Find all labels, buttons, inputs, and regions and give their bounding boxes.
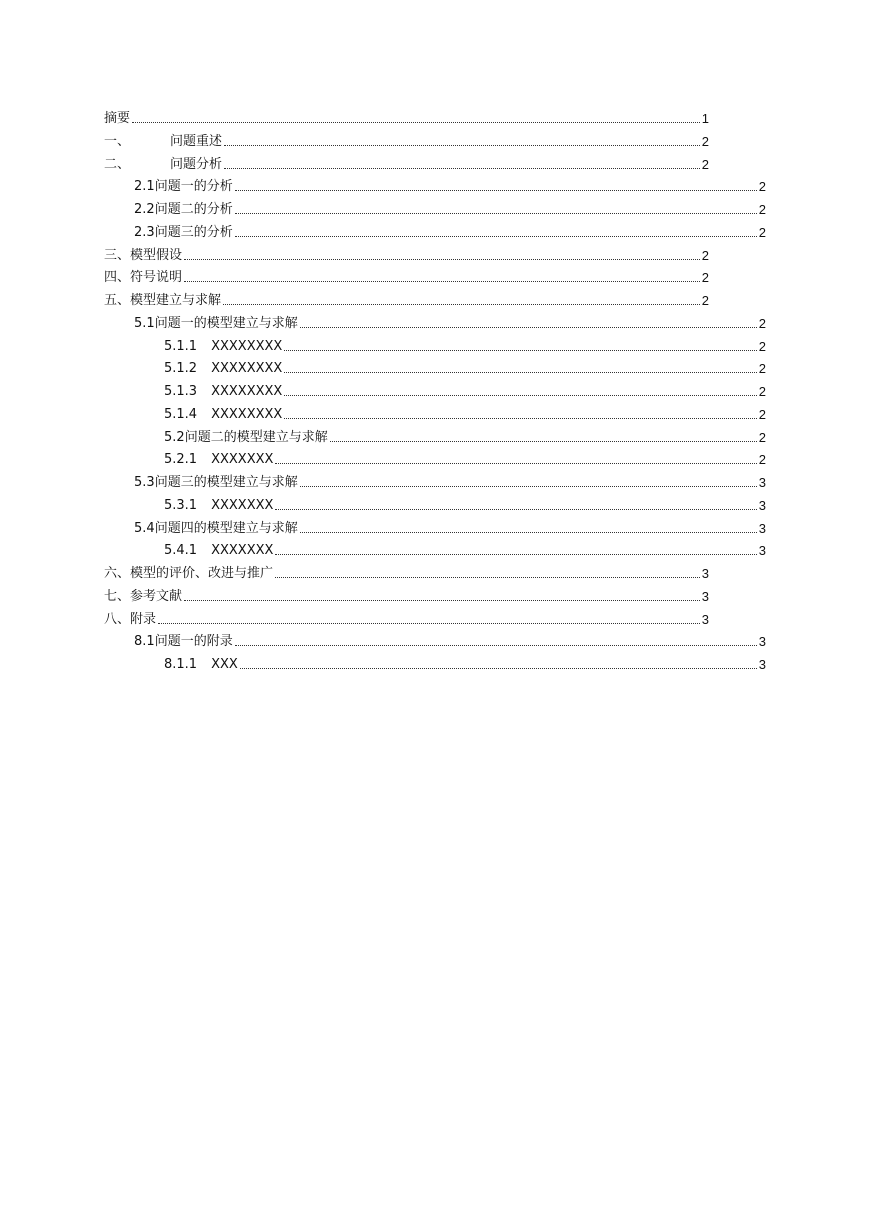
toc-entry[interactable] (164, 492, 766, 514)
toc-entry[interactable] (104, 560, 709, 582)
dot-leader (223, 303, 700, 305)
toc-entry-page-number: 2 (758, 202, 766, 217)
dot-leader (235, 644, 757, 646)
toc-entry[interactable] (134, 469, 766, 491)
toc-entry-number: 5.1 (134, 315, 155, 331)
dot-leader (275, 553, 756, 555)
toc-entry[interactable] (164, 401, 766, 423)
toc-entry[interactable] (164, 355, 766, 377)
toc-entry-number: 8.1 (134, 634, 155, 650)
toc-entry-page-number: 2 (758, 179, 766, 195)
toc-entry-title: XXXXXXX (211, 452, 274, 468)
toc-entry-title: XXX (211, 657, 238, 672)
toc-entry-title: 参考文献 (130, 588, 183, 604)
toc-entry[interactable] (164, 651, 766, 673)
toc-entry-number: 八、 (104, 611, 131, 627)
toc-entry[interactable] (134, 310, 766, 332)
dot-leader (235, 212, 757, 214)
toc-entry[interactable] (164, 424, 766, 446)
toc-entry-number: 5.2 (164, 429, 185, 445)
dot-leader (158, 622, 700, 624)
toc-entry-title: 问题三的模型建立与求解 (154, 475, 298, 490)
toc-entry-page-number: 3 (758, 520, 766, 536)
toc-entry-title: 问题一的模型建立与求解 (154, 315, 298, 331)
dot-leader (275, 576, 700, 578)
toc-entry-page-number: 2 (701, 133, 709, 149)
toc-entry-number: 5.2.1 (164, 452, 198, 468)
toc-entry-title: 模型的评价、改进与推广 (130, 566, 274, 581)
toc-entry-page-number: 2 (701, 247, 709, 263)
toc-entry-page-number: 3 (701, 588, 709, 604)
toc-entry[interactable] (104, 105, 709, 127)
toc-entry-title: 模型假设 (130, 247, 183, 263)
toc-entry[interactable] (164, 378, 766, 400)
toc-entry-page-number: 3 (701, 611, 709, 627)
toc-entry-number: 五、 (104, 293, 131, 308)
toc-entry-page-number: 3 (758, 634, 766, 650)
toc-entry-page-number: 3 (758, 475, 766, 490)
toc-entry[interactable] (134, 219, 766, 241)
toc-entry-title: 问题重述 (170, 133, 223, 149)
toc-entry-page-number: 1 (701, 111, 709, 126)
toc-entry[interactable] (104, 606, 709, 628)
dot-leader (300, 531, 757, 533)
toc-entry[interactable] (104, 264, 709, 286)
toc-entry-page-number: 2 (701, 293, 709, 308)
toc-entry-page-number: 2 (758, 315, 766, 331)
toc-entry-title: XXXXXXX (211, 497, 274, 513)
toc-entry-page-number: 2 (758, 406, 766, 422)
toc-entry-number: 5.4.1 (164, 543, 198, 559)
toc-entry-number: 六、 (104, 566, 131, 581)
toc-entry[interactable] (134, 196, 766, 218)
toc-entry-page-number: 2 (758, 384, 766, 399)
dot-leader (275, 462, 756, 464)
toc-entry-page-number: 2 (758, 429, 766, 445)
toc-entry-title: XXXXXXX (211, 543, 274, 559)
toc-entry-page-number: 2 (758, 452, 766, 468)
toc-entry-page-number: 3 (758, 497, 766, 513)
toc-entry-number: 5.1.1 (164, 338, 198, 354)
dot-leader (284, 349, 756, 351)
dot-leader (184, 258, 700, 260)
toc-entry-page-number: 3 (758, 657, 766, 672)
toc-entry-title: 模型建立与求解 (130, 293, 222, 308)
toc-entry-title: 问题三的分析 (154, 224, 233, 240)
toc-entry-number: 2.1 (134, 179, 155, 195)
toc-entry-title: XXXXXXXX (211, 361, 283, 377)
toc-entry-number: 四、 (104, 270, 131, 286)
dot-leader (284, 394, 756, 396)
toc-entry-page-number: 3 (758, 543, 766, 559)
toc-entry[interactable] (164, 446, 766, 468)
toc-entry-number: 一、 (104, 133, 131, 149)
toc-entry[interactable] (134, 515, 766, 537)
toc-entry-title: XXXXXXXX (211, 406, 283, 422)
toc-entry[interactable] (134, 173, 766, 195)
toc-entry-title: XXXXXXXX (211, 384, 283, 399)
toc-entry[interactable] (104, 242, 709, 264)
toc-entry-title: 问题分析 (170, 156, 223, 172)
toc-entry-number: 5.3 (134, 475, 155, 490)
toc-entry-title: XXXXXXXX (211, 338, 283, 354)
toc-entry-title: 问题二的模型建立与求解 (184, 429, 328, 445)
dot-leader (184, 599, 700, 601)
toc-entry-title: 问题二的分析 (154, 202, 233, 217)
dot-leader (284, 417, 756, 419)
toc-entry-number: 5.1.3 (164, 384, 198, 399)
toc-entry-title: 问题一的附录 (154, 634, 233, 650)
toc-entry-title: 摘要 (104, 111, 131, 126)
toc-entry[interactable] (104, 287, 709, 309)
toc-entry-number: 2.2 (134, 202, 155, 217)
toc-entry-title: 附录 (130, 611, 157, 627)
toc-entry-page-number: 2 (758, 361, 766, 377)
dot-leader (224, 144, 700, 146)
toc-entry[interactable] (104, 151, 709, 173)
dot-leader (184, 280, 700, 282)
toc-entry[interactable] (164, 537, 766, 559)
dot-leader (284, 371, 756, 373)
dot-leader (235, 189, 757, 191)
toc-entry-number: 七、 (104, 588, 131, 604)
dot-leader (275, 508, 756, 510)
toc-entry-title: 问题一的分析 (154, 179, 233, 195)
toc-entry-page-number: 3 (701, 566, 709, 581)
toc-entry-number: 5.1.4 (164, 406, 198, 422)
toc-entry-number: 5.4 (134, 520, 155, 536)
toc-entry-number: 三、 (104, 247, 131, 263)
toc-entry-page-number: 2 (758, 224, 766, 240)
dot-leader (132, 121, 700, 123)
toc-entry-page-number: 2 (758, 338, 766, 354)
toc-entry[interactable] (104, 583, 709, 605)
toc-entry-page-number: 2 (701, 270, 709, 286)
toc-entry[interactable] (164, 333, 766, 355)
toc-entry[interactable] (104, 128, 709, 150)
dot-leader (224, 167, 700, 169)
dot-leader (235, 235, 757, 237)
toc-entry-number: 8.1.1 (164, 657, 198, 672)
dot-leader (300, 485, 757, 487)
toc-entry-number: 2.3 (134, 224, 155, 240)
dot-leader (330, 440, 757, 442)
toc-entry[interactable] (134, 628, 766, 650)
dot-leader (240, 667, 757, 669)
toc-entry-title: 问题四的模型建立与求解 (154, 520, 298, 536)
toc-entry-number: 二、 (104, 156, 131, 172)
toc-entry-number: 5.3.1 (164, 497, 198, 513)
dot-leader (300, 326, 757, 328)
toc-entry-title: 符号说明 (130, 270, 183, 286)
toc-entry-page-number: 2 (701, 156, 709, 172)
toc-entry-number: 5.1.2 (164, 361, 198, 377)
